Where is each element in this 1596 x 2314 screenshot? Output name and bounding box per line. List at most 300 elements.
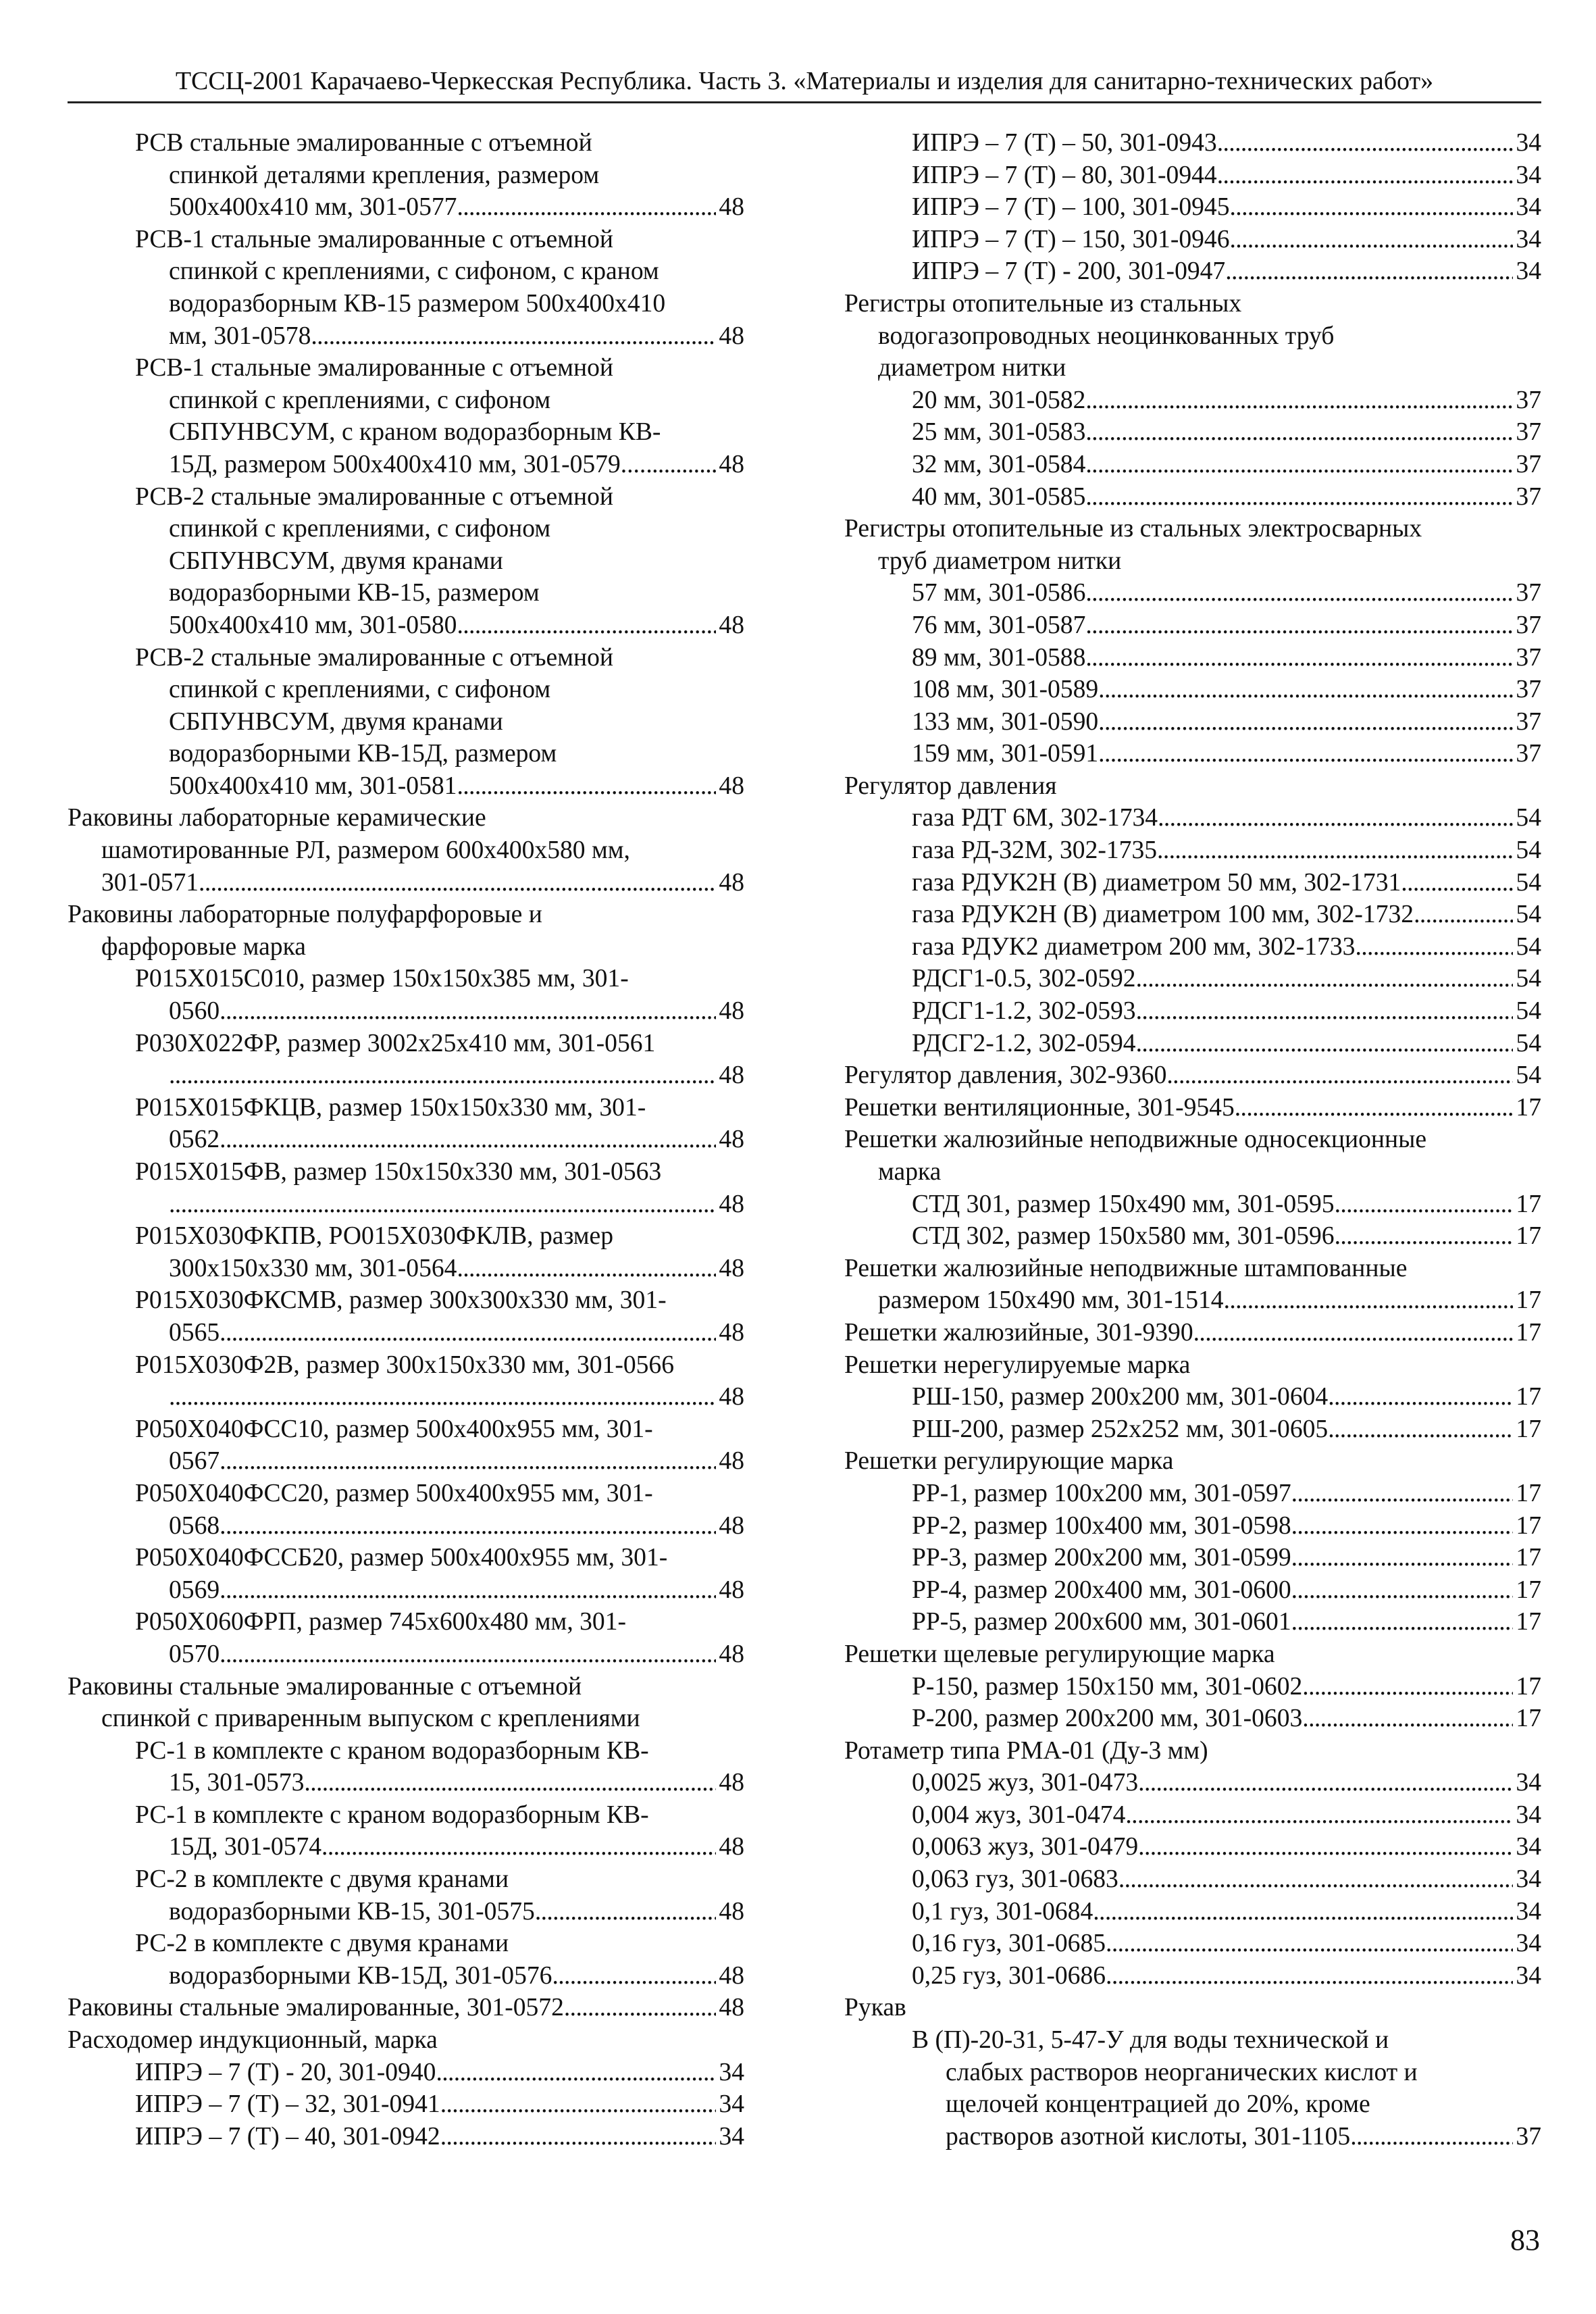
index-entry	[68, 513, 744, 545]
index-page-ref: 34	[1516, 129, 1541, 157]
index-entry	[844, 1349, 1541, 1382]
dot-leader	[1193, 1317, 1514, 1349]
index-entry	[68, 1413, 744, 1446]
index-entry-text: 301-0571	[101, 868, 199, 897]
index-entry	[68, 545, 744, 578]
index-entry-text: Р015Х015ФКЦВ, размер 150x150x330 мм, 301-	[135, 1093, 646, 1122]
index-entry	[844, 352, 1541, 384]
index-entry-text: Решетки жалюзийные неподвижные односекционные	[844, 1126, 1427, 1154]
dot-leader	[1085, 416, 1513, 449]
dot-leader	[1085, 609, 1513, 642]
index-entry	[844, 577, 1541, 609]
index-entry	[68, 1156, 744, 1188]
index-page-ref: 48	[719, 611, 744, 639]
index-page-ref: 37	[1516, 450, 1541, 478]
dot-leader	[1085, 642, 1513, 674]
index-entry-text: спинкой с креплениями, с сифоном	[169, 676, 551, 704]
index-entry	[844, 513, 1541, 545]
dot-leader	[321, 1831, 716, 1863]
index-entry	[68, 1863, 744, 1896]
index-entry-text: 0562	[169, 1126, 220, 1154]
index-page-ref: 37	[1516, 740, 1541, 768]
dot-leader	[457, 770, 716, 803]
index-entry-text: СБПУНВСУМ, с краном водоразборным КВ-	[169, 418, 661, 447]
index-page-ref: 54	[1516, 1029, 1541, 1057]
index-page-ref: 48	[719, 772, 744, 800]
index-page-ref: 54	[1516, 868, 1541, 897]
index-entry	[68, 1960, 744, 1992]
index-entry	[844, 1092, 1541, 1124]
index-page-ref: 17	[1516, 1093, 1541, 1122]
index-page-ref: 37	[1516, 611, 1541, 639]
index-page-ref: 37	[1516, 643, 1541, 672]
index-entry-text: 108 мм, 301-0589	[912, 676, 1099, 704]
index-entry-text: Р015Х015С010, размер 150x150x385 мм, 301-	[135, 965, 629, 993]
dot-leader	[1106, 1928, 1513, 1960]
index-entry-text: водоразборными КВ-15, размером	[169, 579, 540, 607]
index-entry-text: слабых растворов неорганических кислот и	[946, 2058, 1418, 2086]
index-entry	[68, 320, 744, 353]
index-entry-text: водоразборными КВ-15Д, 301-0576	[169, 1961, 552, 1990]
index-entry	[844, 1863, 1541, 1896]
index-entry-text: Р050Х040ФСС20, размер 500x400x955 мм, 301-	[135, 1479, 653, 1507]
index-entry-text: газа РДУК2Н (В) диаметром 50 мм, 302-1731	[912, 868, 1401, 897]
index-entry	[844, 963, 1541, 995]
dot-leader	[1085, 481, 1513, 513]
index-page-ref: 34	[719, 2122, 744, 2150]
index-entry-text: 15Д, размером 500x400x410 мм, 301-0579....	[169, 450, 646, 478]
index-entry-text: газа РДУК2Н (В) диаметром 100 мм, 302-1732	[912, 901, 1414, 929]
index-entry-text: спинкой с креплениями, с сифоном, с краном	[169, 257, 659, 286]
index-page-ref: 37	[1516, 579, 1541, 607]
index-entry-text: водоразборными КВ-15, 301-0575	[169, 1897, 535, 1926]
index-column-right	[844, 127, 1541, 2153]
index-entry	[844, 2121, 1541, 2153]
index-entry	[68, 963, 744, 995]
index-entry-text: РС-1 в комплекте с краном водоразборным КВ-	[135, 1736, 649, 1765]
index-page-ref: 54	[1516, 932, 1541, 961]
index-entry-text: 0565	[169, 1318, 220, 1347]
index-entry	[844, 2024, 1541, 2057]
index-entry	[844, 1059, 1541, 1092]
index-entry-text: газа РДУК2 диаметром 200 мм, 302-1733	[912, 932, 1356, 961]
index-entry	[68, 1574, 744, 1607]
index-entry	[844, 738, 1541, 770]
index-page-ref: 34	[719, 2058, 744, 2086]
dot-leader	[1136, 963, 1514, 995]
dot-leader	[1291, 1510, 1514, 1542]
index-entry-text: РР-4, размер 200x400 мм, 301-0600	[912, 1576, 1291, 1604]
dot-leader	[1098, 674, 1513, 706]
index-page-ref: 17	[1516, 1415, 1541, 1443]
index-entry-text: марка	[878, 1158, 942, 1186]
index-entry	[68, 867, 744, 899]
index-page-ref: 48	[719, 450, 744, 478]
index-entry-text: РР-5, размер 200x600 мм, 301-0601	[912, 1608, 1291, 1636]
index-entry-text: водогазопроводных неоцинкованных труб	[878, 322, 1335, 350]
index-entry	[68, 1092, 744, 1124]
index-entry	[68, 224, 744, 256]
index-entry-text: Расходомер индукционный, марка	[68, 2026, 438, 2055]
dot-leader	[1291, 1478, 1514, 1510]
index-entry	[844, 191, 1541, 224]
index-entry	[68, 1381, 744, 1413]
index-entry	[68, 352, 744, 384]
dot-leader	[1085, 449, 1513, 481]
dot-leader	[1414, 899, 1513, 931]
index-page-ref: 48	[719, 193, 744, 222]
index-entry	[844, 1703, 1541, 1735]
index-entry	[68, 127, 744, 159]
index-entry-text: Раковины стальные эмалированные, 301-0572	[68, 1994, 564, 2022]
index-entry	[844, 320, 1541, 353]
index-page-ref: 34	[1516, 1930, 1541, 1958]
index-entry-text: РСВ-2 стальные эмалированные с отъемной	[135, 643, 614, 672]
index-entry-text: РШ-150, размер 200x200 мм, 301-0604	[912, 1383, 1329, 1411]
index-entry-text: ИПРЭ – 7 (Т) - 200, 301-0947	[912, 257, 1226, 286]
index-entry	[844, 1381, 1541, 1413]
index-page-ref: 37	[1516, 2122, 1541, 2150]
dot-leader	[457, 191, 716, 224]
index-entry-text: РР-1, размер 100x200 мм, 301-0597	[912, 1479, 1291, 1507]
index-entry-text: Регулятор давления, 302-9360	[844, 1061, 1167, 1090]
index-entry	[68, 706, 744, 738]
index-entry	[68, 1896, 744, 1928]
index-entry-text: 25 мм, 301-0583	[912, 418, 1086, 447]
index-entry-text: 57 мм, 301-0586	[912, 579, 1086, 607]
index-page-ref: 17	[1516, 1576, 1541, 1604]
index-entry	[844, 127, 1541, 159]
index-entry-text: водоразборным КВ-15 размером 500x400x410	[169, 289, 666, 318]
dot-leader	[1085, 384, 1513, 417]
index-entry-text: ИПРЭ – 7 (Т) – 150, 301-0946	[912, 225, 1230, 253]
index-entry-text: 500x400x410 мм, 301-0577	[169, 193, 457, 222]
index-entry-text: Регистры отопительные из стальных	[844, 289, 1242, 318]
index-entry	[844, 1284, 1541, 1317]
index-entry	[844, 706, 1541, 738]
dot-leader	[457, 1253, 716, 1285]
index-entry-text: 0569	[169, 1576, 220, 1604]
index-entry	[844, 224, 1541, 256]
index-entry-text: Решетки регулирующие марка	[844, 1447, 1174, 1476]
index-entry-text: 500x400x410 мм, 301-0581	[169, 772, 457, 800]
index-entry-text: Решетки жалюзийные, 301-9390	[844, 1318, 1193, 1347]
index-entry	[68, 159, 744, 192]
index-entry	[68, 2024, 744, 2057]
index-entry	[68, 899, 744, 931]
index-entry	[844, 1124, 1541, 1156]
dot-leader	[1098, 738, 1513, 770]
index-entry-text: Р015Х030Ф2В, размер 300x150x330 мм, 301-0566	[135, 1351, 674, 1379]
index-entry	[844, 1317, 1541, 1349]
dot-leader	[457, 609, 716, 642]
index-page-ref: 48	[719, 1447, 744, 1476]
dot-leader	[169, 1059, 716, 1092]
index-page-ref: 34	[1516, 1897, 1541, 1926]
index-entry-text: 159 мм, 301-0591	[912, 740, 1099, 768]
index-entry	[844, 1896, 1541, 1928]
index-page-ref: 48	[719, 1994, 744, 2022]
index-entry	[68, 1188, 744, 1221]
dot-leader	[220, 1124, 716, 1156]
index-page-ref: 54	[1516, 965, 1541, 993]
index-entry	[844, 1510, 1541, 1542]
index-entry-text: труб диаметром нитки	[878, 547, 1122, 575]
index-entry	[844, 545, 1541, 578]
index-entry	[844, 1767, 1541, 1799]
dot-leader	[220, 1317, 716, 1349]
dot-leader	[1138, 1831, 1513, 1863]
index-page-ref: 37	[1516, 676, 1541, 704]
index-entry-text: Р050Х040ФСС10, размер 500x400x955 мм, 301-	[135, 1415, 653, 1443]
index-entry	[844, 159, 1541, 192]
index-page-ref: 48	[719, 997, 744, 1026]
dot-leader	[220, 1574, 716, 1607]
dot-leader	[220, 1445, 716, 1478]
index-entry	[844, 1960, 1541, 1992]
index-entry-text: Раковины лабораторные керамические	[68, 804, 486, 832]
index-entry	[68, 995, 744, 1028]
index-entry	[68, 481, 744, 513]
index-entry-text: 0,16 гуз, 301-0685	[912, 1930, 1106, 1958]
index-page-ref: 17	[1516, 1190, 1541, 1218]
dot-leader	[1217, 127, 1514, 159]
index-entry	[68, 1220, 744, 1253]
index-entry	[68, 834, 744, 867]
index-page-ref: 34	[1516, 1801, 1541, 1829]
index-page-ref: 17	[1516, 1222, 1541, 1251]
dot-leader	[564, 1992, 717, 2024]
index-entry	[68, 1992, 744, 2024]
index-entry-text: РСВ-2 стальные эмалированные с отъемной	[135, 482, 614, 511]
dot-leader	[220, 995, 716, 1028]
index-entry-text: РР-3, размер 200x200 мм, 301-0599	[912, 1544, 1291, 1572]
index-page-ref: 48	[719, 1833, 744, 1861]
dot-leader	[440, 2088, 717, 2121]
index-entry	[68, 1478, 744, 1510]
index-entry	[844, 931, 1541, 963]
index-entry	[68, 577, 744, 609]
index-entry	[844, 449, 1541, 481]
index-page-ref: 54	[1516, 901, 1541, 929]
index-entry	[844, 1735, 1541, 1767]
dot-leader	[535, 1896, 717, 1928]
index-entry-text: 89 мм, 301-0588	[912, 643, 1086, 672]
index-page-ref: 34	[1516, 225, 1541, 253]
index-entry-text: Р-150, размер 150x150 мм, 301-0602	[912, 1672, 1303, 1701]
index-entry-text: 0570	[169, 1640, 220, 1668]
index-page-ref: 48	[719, 1383, 744, 1411]
index-entry-text: 500x400x410 мм, 301-0580	[169, 611, 457, 639]
index-entry	[844, 995, 1541, 1028]
index-page-ref: 48	[719, 868, 744, 897]
index-entry	[68, 1767, 744, 1799]
index-entry	[844, 867, 1541, 899]
index-entry-text: ИПРЭ – 7 (Т) – 100, 301-0945	[912, 193, 1230, 222]
index-entry-text: Регулятор давления	[844, 772, 1057, 800]
index-entry	[844, 1220, 1541, 1253]
index-entry-text: РС-2 в комплекте с двумя кранами	[135, 1930, 509, 1958]
index-entry	[68, 2121, 744, 2153]
index-entry-text: РСВ-1 стальные эмалированные с отъемной	[135, 354, 614, 382]
index-entry-text: 0,25 гуз, 301-0686	[912, 1961, 1106, 1990]
index-page-ref: 34	[719, 2090, 744, 2119]
index-entry	[844, 255, 1541, 288]
index-entry	[68, 1510, 744, 1542]
index-entry-text: 40 мм, 301-0585	[912, 482, 1086, 511]
index-entry-text: РДСГ1-0.5, 302-0592	[912, 965, 1136, 993]
dot-leader	[304, 1767, 716, 1799]
index-entry	[68, 1703, 744, 1735]
index-entry	[68, 1542, 744, 1574]
index-page-ref: 54	[1516, 836, 1541, 865]
index-page-ref: 37	[1516, 482, 1541, 511]
index-entry-text: В (П)-20-31, 5-47-У для воды технической и	[912, 2026, 1389, 2055]
index-entry	[68, 1124, 744, 1156]
index-page-ref: 54	[1516, 804, 1541, 832]
dot-leader	[1291, 1606, 1514, 1638]
index-entry	[68, 1028, 744, 1060]
index-entry-text: РР-2, размер 100x400 мм, 301-0598	[912, 1511, 1291, 1540]
index-entry-text: Р050Х040ФССБ20, размер 500x400x955 мм, 301-	[135, 1544, 668, 1572]
index-entry-text: фарфоровые марка	[101, 932, 306, 961]
dot-leader	[311, 320, 716, 353]
index-page-ref: 17	[1516, 1286, 1541, 1315]
dot-leader	[1291, 1574, 1514, 1607]
index-entry-text: водоразборными КВ-15Д, размером	[169, 740, 557, 768]
index-entry	[68, 1606, 744, 1638]
index-entry	[844, 1413, 1541, 1446]
dot-leader	[1093, 1896, 1513, 1928]
index-entry	[68, 802, 744, 834]
dot-leader	[1335, 1188, 1514, 1221]
index-entry-text: размером 150x490 мм, 301-1514	[878, 1286, 1224, 1315]
index-entry	[68, 1831, 744, 1863]
index-entry-text: Р050Х060ФРП, размер 745x600x480 мм, 301-	[135, 1608, 627, 1636]
index-entry-text: РДСГ1-1.2, 302-0593	[912, 997, 1136, 1026]
index-entry	[844, 1606, 1541, 1638]
index-page-ref: 34	[1516, 1961, 1541, 1990]
index-page-ref: 34	[1516, 1833, 1541, 1861]
dot-leader	[1291, 1542, 1514, 1574]
index-entry-text: Р015Х030ФКПВ, РО015Х030ФКЛВ, размер	[135, 1222, 614, 1251]
index-entry	[68, 931, 744, 963]
index-entry	[844, 1799, 1541, 1832]
dot-leader	[1118, 1863, 1514, 1896]
index-entry	[844, 770, 1541, 803]
index-entry-text: 32 мм, 301-0584	[912, 450, 1086, 478]
index-page-ref: 17	[1516, 1608, 1541, 1636]
index-entry-text: спинкой с креплениями, с сифоном	[169, 386, 551, 414]
index-entry-text: 0,0025 жуз, 301-0473	[912, 1769, 1139, 1797]
index-entry-text: РС-1 в комплекте с краном водоразборным КВ-	[135, 1801, 649, 1829]
index-entry-text: Раковины лабораторные полуфарфоровые и	[68, 901, 542, 929]
index-entry	[68, 191, 744, 224]
index-entry	[68, 1671, 744, 1703]
index-entry	[844, 834, 1541, 867]
index-entry-text: 20 мм, 301-0582	[912, 386, 1086, 414]
index-entry	[844, 1831, 1541, 1863]
index-entry	[844, 609, 1541, 642]
index-entry-text: Решетки нерегулируемые марка	[844, 1351, 1191, 1379]
index-entry-text: ИПРЭ – 7 (Т) - 20, 301-0940	[135, 2058, 436, 2086]
index-entry-text: 0560	[169, 997, 220, 1026]
index-entry	[68, 770, 744, 803]
index-entry-text: СБПУНВСУМ, двумя кранами	[169, 547, 503, 575]
index-entry	[844, 384, 1541, 417]
index-entry-text: 0,0063 жуз, 301-0479	[912, 1833, 1139, 1861]
dot-leader	[169, 1381, 716, 1413]
index-entry-text: ИПРЭ – 7 (Т) – 80, 301-0944	[912, 161, 1217, 189]
index-entry-text: 15Д, 301-0574	[169, 1833, 322, 1861]
dot-leader	[220, 1510, 716, 1542]
index-page-ref: 17	[1516, 1705, 1541, 1733]
index-page-ref: 34	[1516, 161, 1541, 189]
index-entry-text: спинкой с креплениями, с сифоном	[169, 515, 551, 543]
index-entry	[844, 1574, 1541, 1607]
index-entry	[68, 288, 744, 320]
index-entry	[844, 1445, 1541, 1478]
index-entry-text: РС-2 в комплекте с двумя кранами	[135, 1865, 509, 1894]
dot-leader	[1302, 1671, 1513, 1703]
index-page-ref: 17	[1516, 1672, 1541, 1701]
index-page-ref: 34	[1516, 193, 1541, 222]
index-entry-text: Р030Х022ФР, размер 3002x25x410 мм, 301-0561	[135, 1029, 656, 1057]
index-entry-text: диаметром нитки	[878, 354, 1066, 382]
index-entry-text: газа РДТ 6М, 302-1734	[912, 804, 1158, 832]
index-entry-text: 0,063 гуз, 301-0683	[912, 1865, 1118, 1894]
index-entry-text: 0,004 жуз, 301-0474	[912, 1801, 1126, 1829]
index-page-ref: 17	[1516, 1544, 1541, 1572]
index-entry-text: СТД 302, размер 150x580 мм, 301-0596	[912, 1222, 1335, 1251]
dot-leader	[1355, 931, 1513, 963]
index-entry-text: шамотированные РЛ, размером 600x400x580 мм,	[101, 836, 630, 865]
index-column-left	[68, 127, 744, 2153]
index-entry-text: ИПРЭ – 7 (Т) – 50, 301-0943	[912, 129, 1217, 157]
dot-leader	[1225, 255, 1513, 288]
index-page-ref: 17	[1516, 1383, 1541, 1411]
index-entry	[844, 1638, 1541, 1671]
index-entry-text: 0,1 гуз, 301-0684	[912, 1897, 1093, 1926]
index-page-ref: 48	[719, 1576, 744, 1604]
dot-leader	[1136, 1028, 1514, 1060]
index-page-ref: 48	[719, 1254, 744, 1282]
index-page-ref: 37	[1516, 386, 1541, 414]
index-entry-text: ИПРЭ – 7 (Т) – 32, 301-0941	[135, 2090, 440, 2119]
dot-leader	[436, 2057, 716, 2089]
index-entry	[68, 1799, 744, 1832]
index-page-ref: 48	[719, 1961, 744, 1990]
index-page-ref: 54	[1516, 997, 1541, 1026]
index-entry-text: РШ-200, размер 252x252 мм, 301-0605	[912, 1415, 1329, 1443]
index-entry-text: РСВ стальные эмалированные с отъемной	[135, 129, 592, 157]
index-entry	[68, 449, 744, 481]
index-entry-text: спинкой с приваренным выпуском с креплениями	[101, 1705, 640, 1733]
index-page-ref: 34	[1516, 1865, 1541, 1894]
index-entry	[844, 642, 1541, 674]
index-entry	[844, 1992, 1541, 2024]
index-entry-text: Рукав	[844, 1994, 906, 2022]
index-entry-text: мм, 301-0578	[169, 322, 311, 350]
index-entry-text: ИПРЭ – 7 (Т) – 40, 301-0942	[135, 2122, 440, 2150]
dot-leader	[220, 1638, 716, 1671]
index-page-ref: 48	[719, 1640, 744, 1668]
index-entry-text: РДСГ2-1.2, 302-0594	[912, 1029, 1136, 1057]
index-entry-text: Р015Х030ФКСМВ, размер 300x300x330 мм, 301-	[135, 1286, 667, 1315]
index-entry	[68, 642, 744, 674]
index-page-ref: 37	[1516, 418, 1541, 447]
index-entry	[68, 738, 744, 770]
